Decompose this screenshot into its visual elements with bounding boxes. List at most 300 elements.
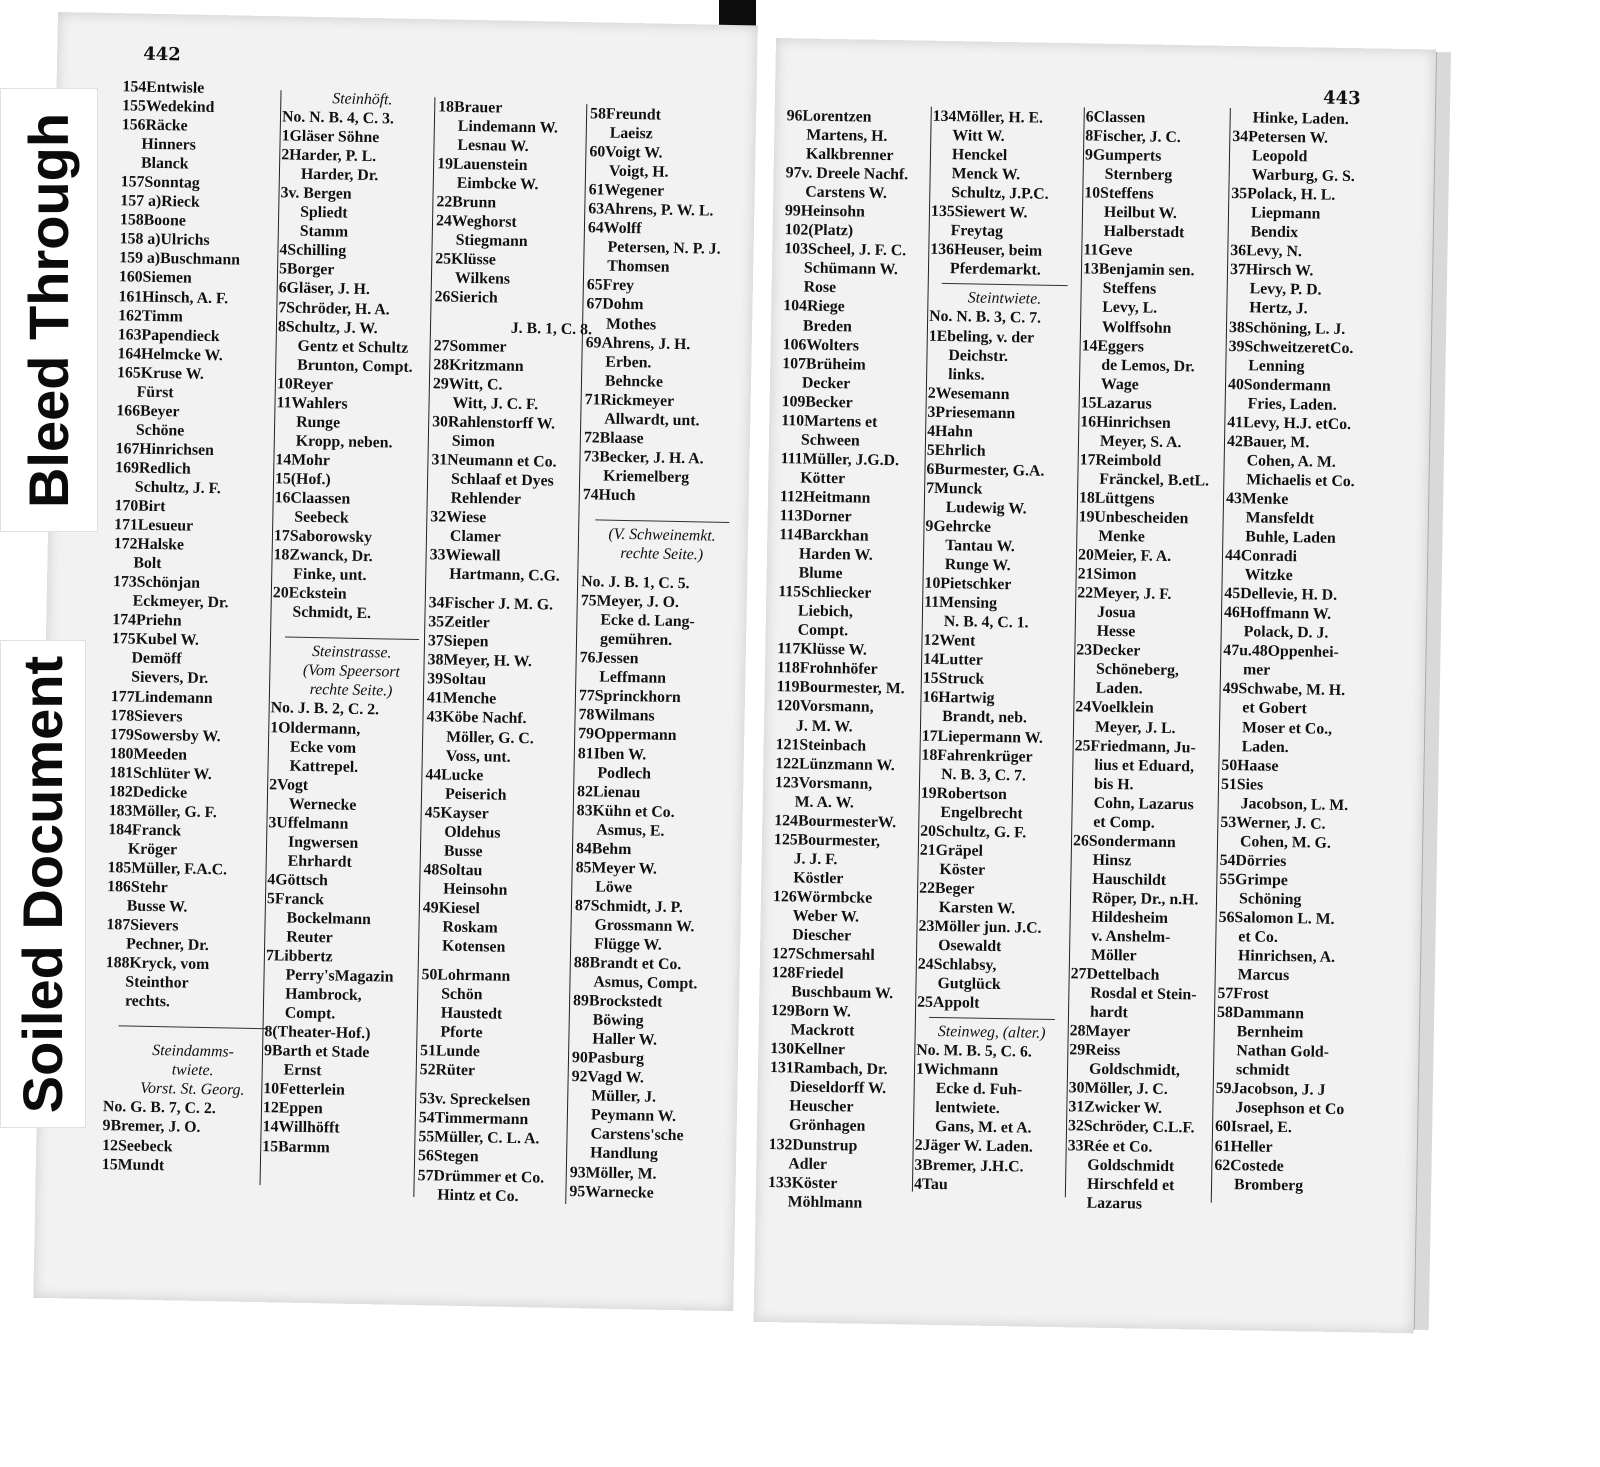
directory-entry: 40Sondermann xyxy=(1227,375,1331,395)
directory-entry: 31Neumann et Co. xyxy=(431,451,557,471)
directory-subentry: Josua xyxy=(1096,603,1136,622)
directory-subentry: Böwing xyxy=(592,1011,644,1030)
directory-subentry: Erben. xyxy=(605,353,652,372)
directory-entry: 157 a)Rieck xyxy=(120,192,200,212)
directory-entry: 9Gehrcke xyxy=(925,517,992,536)
directory-subentry: Haustedt xyxy=(440,1004,503,1023)
directory-subentry: Löwe xyxy=(595,878,633,897)
directory-entry: 29Reiss xyxy=(1069,1041,1121,1060)
directory-entry: 125Bourmester, xyxy=(773,830,881,850)
directory-subentry: Hinsz xyxy=(1092,851,1132,870)
directory-subentry: Thomsen xyxy=(607,257,670,277)
directory-subentry: Fürst xyxy=(136,383,174,402)
directory-subentry: Finke, unt. xyxy=(293,565,367,585)
directory-entry: 10Reyer xyxy=(276,374,334,394)
directory-entry: 25Klüsse xyxy=(435,250,497,269)
directory-subentry: Breden xyxy=(802,317,852,335)
directory-entry: 89Brockstedt xyxy=(572,992,663,1011)
directory-subentry: Grossmann W. xyxy=(594,916,695,936)
directory-subentry: lentwiete. xyxy=(935,1099,1000,1118)
directory-entry: 24Schlabsy, xyxy=(917,955,997,975)
directory-entry: 24Voelklein xyxy=(1075,698,1154,718)
directory-entry: 166Beyer xyxy=(116,401,180,421)
directory-entry: 28Mayer xyxy=(1069,1022,1131,1041)
directory-subentry: Harder, Dr. xyxy=(300,165,379,185)
right-page xyxy=(754,38,1436,1333)
directory-subentry: Compt. xyxy=(797,621,849,640)
directory-entry: 53v. Spreckelsen xyxy=(419,1090,531,1110)
directory-subentry: Heinsohn xyxy=(443,880,508,899)
district-code: J. B. 1, C. 8. xyxy=(510,319,593,338)
directory-subentry: Kriemelberg xyxy=(603,467,690,487)
directory-subentry: Blume xyxy=(798,564,843,583)
directory-subentry: Heilbut W. xyxy=(1103,203,1178,223)
directory-subentry: et Gobert xyxy=(1242,699,1307,718)
directory-entry: 32Schröder, C.L.F. xyxy=(1067,1117,1195,1137)
directory-entry: 174Priehn xyxy=(112,611,182,630)
directory-entry: 114Barckhan xyxy=(779,526,869,545)
directory-entry: 71Rickmeyer xyxy=(584,390,675,410)
directory-entry: 159 a)Buschmann xyxy=(119,249,241,269)
directory-entry: 173Schönjan xyxy=(112,573,201,593)
directory-subentry: Hertz, J. xyxy=(1249,299,1308,318)
directory-entry: 9Bremer, J. O. xyxy=(102,1117,201,1137)
directory-entry: 18Zwanck, Dr. xyxy=(273,546,373,566)
directory-entry: 126Wörmbcke xyxy=(772,888,873,907)
directory-entry: 55Müller, C. L. A. xyxy=(418,1128,540,1148)
directory-entry: 87Schmidt, J. P. xyxy=(574,896,683,917)
directory-entry: 21Simon xyxy=(1077,565,1137,584)
directory-entry: 16Hartwig xyxy=(922,689,995,708)
directory-entry: 44Conradi xyxy=(1224,546,1298,566)
directory-subentry: Witt W. xyxy=(952,127,1005,146)
directory-entry: 30Möller, J. C. xyxy=(1068,1079,1168,1099)
directory-entry: 41Levy, H.J. etCo. xyxy=(1227,413,1352,433)
directory-entry: No. J. B. 2, C. 2. xyxy=(270,699,380,719)
directory-entry: 112Heitmann xyxy=(779,488,871,507)
right-page-column-4 xyxy=(1214,108,1381,1196)
directory-entry: 4Schilling xyxy=(279,241,347,260)
directory-entry: 127Schmersahl xyxy=(771,945,875,964)
directory-subentry: Meyer, J. L. xyxy=(1094,718,1176,737)
directory-entry: 187Sievers xyxy=(106,916,179,935)
directory-subentry: Schöneberg, xyxy=(1095,661,1180,680)
directory-entry: 119Bourmester, M. xyxy=(776,678,905,698)
directory-entry: 120Vorsmann, xyxy=(776,697,874,717)
left-page-column-2 xyxy=(262,88,442,1158)
directory-entry: 110Martens et xyxy=(781,411,878,431)
directory-entry: 59Jacobson, J. J xyxy=(1215,1080,1326,1100)
directory-subentry: Sternberg xyxy=(1104,165,1173,185)
directory-entry: 133Köster xyxy=(767,1173,838,1192)
directory-entry: 36Levy, N. xyxy=(1230,242,1303,261)
directory-subentry: Oldehus xyxy=(444,823,501,842)
directory-subentry: Gutglück xyxy=(937,975,1001,994)
directory-subentry: Hesse xyxy=(1096,622,1136,641)
directory-subentry: Pferdemarkt. xyxy=(949,260,1041,280)
directory-subentry: Wage xyxy=(1100,375,1139,394)
directory-subentry: Voss, unt. xyxy=(445,747,511,766)
directory-entry: 7Schröder, H. A. xyxy=(278,298,390,318)
directory-entry: 60Voigt W. xyxy=(589,143,663,162)
directory-entry: 93Möller, M. xyxy=(569,1163,657,1183)
directory-entry: 3Bremer, J.H.C. xyxy=(914,1156,1024,1176)
directory-entry: 54Dörries xyxy=(1219,851,1287,870)
directory-subentry: Lenning xyxy=(1248,356,1305,375)
directory-subentry: Stiegmann xyxy=(455,232,528,251)
directory-entry: 54Timmermann xyxy=(418,1109,529,1129)
directory-entry: 10Pietschker xyxy=(924,574,1012,594)
directory-subentry: Pechner, Dr. xyxy=(125,935,209,955)
directory-subentry: Tantau W. xyxy=(945,537,1015,556)
directory-entry: No. N. B. 3, C. 7. xyxy=(929,308,1042,328)
directory-entry: 38Schöning, L. J. xyxy=(1228,318,1346,338)
directory-entry: 79Oppermann xyxy=(578,725,677,745)
directory-entry: 61Heller xyxy=(1214,1137,1273,1156)
directory-entry: 11Wahlers xyxy=(276,394,348,413)
directory-entry: 84Behm xyxy=(575,839,632,858)
directory-subentry: Osewaldt xyxy=(938,936,1002,956)
directory-subentry: et Comp. xyxy=(1093,813,1155,832)
directory-entry: 18Fahrenkrüger xyxy=(921,746,1033,766)
directory-subentry: Wernecke xyxy=(288,795,357,814)
directory-entry: 57Frost xyxy=(1217,985,1270,1003)
directory-subentry: Kotensen xyxy=(441,937,506,956)
directory-entry: 49Kiesel xyxy=(422,899,481,918)
directory-entry: 72Blaase xyxy=(583,428,644,448)
directory-subentry: Meyer, S. A. xyxy=(1099,432,1182,451)
directory-entry: 82Lienau xyxy=(576,782,641,801)
section-heading: rechte Seite.) xyxy=(620,544,704,564)
directory-entry: 4Göttsch xyxy=(267,871,329,890)
directory-subentry: Stamm xyxy=(299,223,349,241)
directory-subentry: Grönhagen xyxy=(788,1116,866,1136)
directory-entry: 102(Platz) xyxy=(784,221,854,240)
directory-entry: 124BourmesterW. xyxy=(774,811,897,831)
directory-entry: 20Meier, F. A. xyxy=(1077,546,1172,566)
directory-entry: 45Kayser xyxy=(424,803,489,823)
directory-subentry: Hinke, Laden. xyxy=(1252,109,1349,129)
directory-entry: 23Möller jun. J.C. xyxy=(918,917,1042,937)
directory-entry: 6Burmester, G.A. xyxy=(926,460,1045,480)
directory-entry: 103Scheel, J. F. C. xyxy=(784,240,907,260)
directory-entry: 73Becker, J. H. A. xyxy=(583,448,704,468)
directory-entry: 39SchweitzeretCo. xyxy=(1228,337,1354,357)
directory-subentry: Adler xyxy=(788,1154,828,1173)
directory-subentry: N. B. 3, C. 7. xyxy=(941,765,1027,785)
directory-entry: 17Saborowsky xyxy=(273,527,373,547)
bleed-through-label: Bleed Through xyxy=(0,88,98,532)
directory-subentry: Eckmeyer, Dr. xyxy=(132,592,229,612)
directory-subentry: Josephson et Co xyxy=(1235,1099,1345,1119)
directory-entry: 4Tau xyxy=(913,1175,948,1193)
directory-entry: 49Schwabe, M. H. xyxy=(1222,680,1346,700)
directory-entry: 11Mensing xyxy=(924,593,998,613)
directory-entry: 15Struck xyxy=(922,670,985,689)
directory-entry: 39Soltau xyxy=(427,670,487,689)
directory-subentry: Köster xyxy=(939,860,986,879)
directory-entry: 60Israel, E. xyxy=(1214,1118,1292,1137)
directory-entry: 55Grimpe xyxy=(1219,870,1288,889)
directory-subentry: Lindemann W. xyxy=(457,117,559,137)
directory-subentry: Hambrock, xyxy=(285,985,362,1005)
section-heading: Steintwiete. xyxy=(967,289,1042,309)
directory-subentry: Michaelis et Co. xyxy=(1246,471,1355,491)
directory-entry: 37Siepen xyxy=(427,632,489,651)
directory-subentry: Hirschfeld et xyxy=(1086,1175,1175,1194)
page-number-left: 442 xyxy=(143,43,181,66)
directory-entry: 167Hinrichsen xyxy=(115,440,215,459)
directory-entry: 14Willhöfft xyxy=(262,1118,340,1138)
section-heading: rechte Seite.) xyxy=(309,681,393,700)
directory-subentry: Cohen, A. M. xyxy=(1246,452,1336,471)
directory-subentry: Harden W. xyxy=(798,545,873,564)
section-heading: (Vom Speersort xyxy=(302,662,401,682)
directory-entry: 78Wilmans xyxy=(578,706,655,725)
directory-entry: 4Hahn xyxy=(927,422,973,441)
directory-entry: 22Brunn xyxy=(436,193,497,212)
directory-subentry: et Co. xyxy=(1238,928,1279,946)
directory-subentry: Rehlender xyxy=(450,489,522,508)
directory-subentry: Ecke d. Lang- xyxy=(600,611,695,631)
directory-subentry: Lazarus xyxy=(1086,1194,1143,1213)
directory-entry: 69Ahrens, J. H. xyxy=(585,333,691,353)
directory-subentry: Mansfeldt xyxy=(1245,509,1315,528)
directory-subentry: Busse W. xyxy=(126,897,188,916)
directory-subentry: Liebich, xyxy=(797,602,853,621)
directory-entry: 25Appolt xyxy=(917,993,980,1012)
directory-entry: 8Fischer, J. C. xyxy=(1085,127,1181,147)
directory-entry: 1Oldermann, xyxy=(270,718,361,738)
directory-subentry: Kröger xyxy=(127,840,178,859)
directory-subentry: Rose xyxy=(803,278,837,297)
directory-entry: 128Friedel xyxy=(771,964,844,983)
directory-subentry: Möller, G. C. xyxy=(445,728,534,747)
directory-entry: 33Rée et Co. xyxy=(1067,1136,1153,1156)
directory-subentry: Brandt, neb. xyxy=(942,708,1028,727)
directory-entry: 9Barth et Stade xyxy=(263,1042,370,1062)
directory-subentry: Bromberg xyxy=(1233,1175,1304,1194)
directory-subentry: Weber W. xyxy=(792,907,860,926)
directory-entry: 53Werner, J. C. xyxy=(1220,813,1326,833)
directory-subentry: Voigt, H. xyxy=(608,162,669,181)
directory-entry: 171Lesueur xyxy=(114,516,194,535)
directory-subentry: Köstler xyxy=(793,869,844,888)
directory-subentry: Schween xyxy=(800,431,860,450)
directory-entry: 1Ebeling, v. der xyxy=(928,327,1035,347)
directory-subentry: Liepmann xyxy=(1250,204,1321,223)
directory-entry: 22Beger xyxy=(919,879,975,898)
directory-subentry: de Lemos, Dr. xyxy=(1101,356,1195,375)
directory-entry: 99Heinsohn xyxy=(784,202,866,221)
directory-entry: 42Bauer, M. xyxy=(1226,432,1310,452)
directory-entry: 50Lohrmann xyxy=(421,966,511,985)
directory-subentry: Schmidt, E. xyxy=(292,603,372,623)
directory-subentry: Reuter xyxy=(286,928,333,947)
directory-subentry: mer xyxy=(1242,661,1271,680)
directory-entry: 9Gumperts xyxy=(1084,146,1162,165)
directory-entry: 16Hinrichsen xyxy=(1080,413,1171,432)
directory-entry: 56Salomon L. M. xyxy=(1218,908,1335,928)
directory-entry: 183Möller, G. F. xyxy=(108,801,217,821)
directory-entry: 77Sprinckhorn xyxy=(578,687,681,707)
directory-subentry: Ehrhardt xyxy=(287,852,352,871)
directory-entry: 23Decker xyxy=(1076,641,1141,660)
directory-entry: 181Schlüter W. xyxy=(109,763,212,783)
left-page xyxy=(33,12,758,1311)
directory-subentry: rechts. xyxy=(124,992,171,1011)
directory-subentry: Müller, J. xyxy=(591,1087,657,1107)
directory-entry: 58Freundt xyxy=(589,105,662,124)
page-number-right: 443 xyxy=(1322,87,1361,110)
directory-subentry: Seebeck xyxy=(294,508,349,527)
directory-subentry: Menck W. xyxy=(951,165,1021,184)
directory-subentry: Simon xyxy=(451,432,496,451)
directory-subentry: Henckel xyxy=(951,146,1008,165)
directory-entry: 43Köbe Nachf. xyxy=(426,708,527,728)
directory-entry: 117Klüsse W. xyxy=(777,640,868,659)
directory-entry: 130Kellner xyxy=(770,1040,846,1059)
directory-entry: 14Mohr xyxy=(275,451,331,470)
directory-subentry: Ecke d. Fuh- xyxy=(935,1080,1023,1099)
directory-subentry: Schultz, J. F. xyxy=(134,478,221,498)
directory-entry: 12Eppen xyxy=(262,1099,323,1118)
directory-entry: 3v. Bergen xyxy=(280,184,352,203)
directory-entry: 20Schultz, G. F. xyxy=(920,822,1027,842)
directory-entry: 155Wedekind xyxy=(122,97,215,117)
directory-subentry: Witzke xyxy=(1244,566,1293,585)
directory-entry: 170Birt xyxy=(114,497,166,516)
directory-subentry: Goldschmidt xyxy=(1087,1156,1175,1175)
directory-subentry: Schöne xyxy=(135,421,185,440)
directory-subentry: Hildesheim xyxy=(1091,908,1169,927)
directory-entry: 2Harder, P. L. xyxy=(281,146,377,166)
directory-entry: 24Weghorst xyxy=(435,212,517,232)
directory-entry: 51Lunde xyxy=(419,1042,480,1061)
directory-subentry: Bolt xyxy=(133,554,162,573)
directory-subentry: Leffmann xyxy=(599,668,667,688)
directory-entry: 15Lazarus xyxy=(1080,394,1152,413)
directory-entry: 8Schultz, J. W. xyxy=(277,317,378,337)
directory-entry: 10Fetterlein xyxy=(263,1080,346,1100)
directory-subentry: Diescher xyxy=(792,926,852,945)
directory-entry: 43Menke xyxy=(1225,489,1289,508)
directory-entry: 2Jäger W. Laden. xyxy=(914,1137,1034,1157)
directory-entry: 44Lucke xyxy=(425,765,484,784)
directory-entry: 156Räcke xyxy=(121,116,188,135)
directory-entry: 58Dammann xyxy=(1216,1004,1305,1023)
directory-entry: 50Haase xyxy=(1221,756,1279,775)
directory-subentry: Roskam xyxy=(442,918,498,937)
directory-subentry: Schlaaf et Dyes xyxy=(450,470,554,490)
directory-subentry: Jacobson, L. M. xyxy=(1240,794,1349,814)
directory-entry: 28Kritzmann xyxy=(433,355,524,375)
soiled-document-label: Soiled Document xyxy=(0,640,86,1128)
directory-subentry: Dieseldorff W. xyxy=(789,1078,887,1098)
directory-entry: 8(Theater-Hof.) xyxy=(264,1023,371,1043)
directory-entry: 6Gläser, J. H. xyxy=(278,279,371,299)
directory-subentry: Cohen, M. G. xyxy=(1239,833,1332,852)
section-heading: twiete. xyxy=(171,1061,214,1080)
directory-entry: 74Huch xyxy=(582,486,636,505)
directory-subentry: Nathan Gold- xyxy=(1236,1042,1330,1062)
directory-entry: 122Lünzmann W. xyxy=(775,754,895,774)
directory-subentry: Wilkens xyxy=(454,270,511,289)
directory-entry: 162Timm xyxy=(118,306,183,326)
directory-subentry: J. J. F. xyxy=(793,850,838,869)
directory-entry: 90Pasburg xyxy=(571,1049,645,1068)
directory-entry: 6Classen xyxy=(1085,108,1146,127)
directory-entry: 109Becker xyxy=(781,392,853,412)
directory-subentry: Peymann W. xyxy=(590,1106,677,1126)
directory-entry: 29Witt, C. xyxy=(432,374,503,394)
directory-subentry: Ecke vom xyxy=(289,738,357,757)
directory-entry: 85Meyer W. xyxy=(575,858,658,878)
directory-subentry: Eimbcke W. xyxy=(456,174,539,194)
section-heading: Steinstrasse. xyxy=(311,643,392,662)
directory-entry: 37Hirsch W. xyxy=(1229,261,1314,280)
directory-subentry: Menke xyxy=(1098,527,1146,546)
directory-subentry: Buschbaum W. xyxy=(791,983,894,1003)
directory-subentry: Polack, D. J. xyxy=(1243,623,1329,642)
directory-entry: 178Sievers xyxy=(110,706,183,726)
directory-entry: 45Dellevie, H. D. xyxy=(1224,585,1338,605)
directory-entry: 5Franck xyxy=(266,890,325,909)
directory-subentry: Mothes xyxy=(605,315,657,334)
directory-entry: 7Libbertz xyxy=(265,947,333,966)
directory-subentry: Witt, J. C. F. xyxy=(452,394,539,413)
directory-subentry: lius et Eduard, xyxy=(1094,756,1195,775)
directory-entry: 21Gräpel xyxy=(919,841,984,860)
directory-entry: 96Lorentzen xyxy=(786,107,872,126)
directory-entry: 95Warnecke xyxy=(569,1182,654,1202)
directory-subentry: Kalkbrenner xyxy=(805,145,894,165)
directory-entry: 33Wiewall xyxy=(429,546,501,565)
directory-entry: 175Kubel W. xyxy=(111,630,200,650)
directory-subentry: schmidt xyxy=(1235,1061,1290,1080)
directory-entry: 10Steffens xyxy=(1084,184,1154,203)
directory-subentry: Schön xyxy=(441,985,483,1004)
directory-subentry: Peiserich xyxy=(444,785,507,804)
directory-entry: 48Soltau xyxy=(423,861,483,880)
directory-subentry: Schümann W. xyxy=(803,259,899,279)
directory-entry: 61Wegener xyxy=(588,181,665,200)
directory-entry: 17Liepermann W. xyxy=(921,727,1044,747)
directory-subentry: Leopold xyxy=(1251,147,1308,166)
left-page-column-4 xyxy=(569,104,750,1203)
directory-entry: 81Iben W. xyxy=(577,744,647,763)
directory-entry: 34Fischer J. M. G. xyxy=(428,594,554,614)
section-heading: Vorst. St. Georg. xyxy=(140,1080,245,1100)
directory-entry: 177Lindemann xyxy=(110,687,213,707)
directory-entry: 75Meyer, J. O. xyxy=(580,592,680,612)
directory-entry: 65Frey xyxy=(586,276,635,295)
directory-entry: 121Steinbach xyxy=(775,735,867,755)
directory-entry: 35Polack, H. L. xyxy=(1231,185,1336,204)
directory-subentry: Engelbrecht xyxy=(940,803,1023,823)
directory-entry: 18Lüttgens xyxy=(1078,489,1155,508)
directory-entry: 67Dohm xyxy=(586,295,644,314)
directory-subentry: Möhlmann xyxy=(787,1193,863,1212)
directory-subentry: Hartmann, C.G. xyxy=(449,565,561,585)
directory-entry: 32Wiese xyxy=(430,508,487,527)
directory-subentry: Carstens W. xyxy=(805,183,888,203)
directory-subentry: Brunton, Compt. xyxy=(297,356,413,376)
directory-entry: 111Müller, J.G.D. xyxy=(780,449,900,470)
directory-subentry: Heuscher xyxy=(789,1097,854,1116)
directory-subentry: Steinthor xyxy=(125,973,189,992)
directory-entry: 12Seebeck xyxy=(102,1136,173,1155)
